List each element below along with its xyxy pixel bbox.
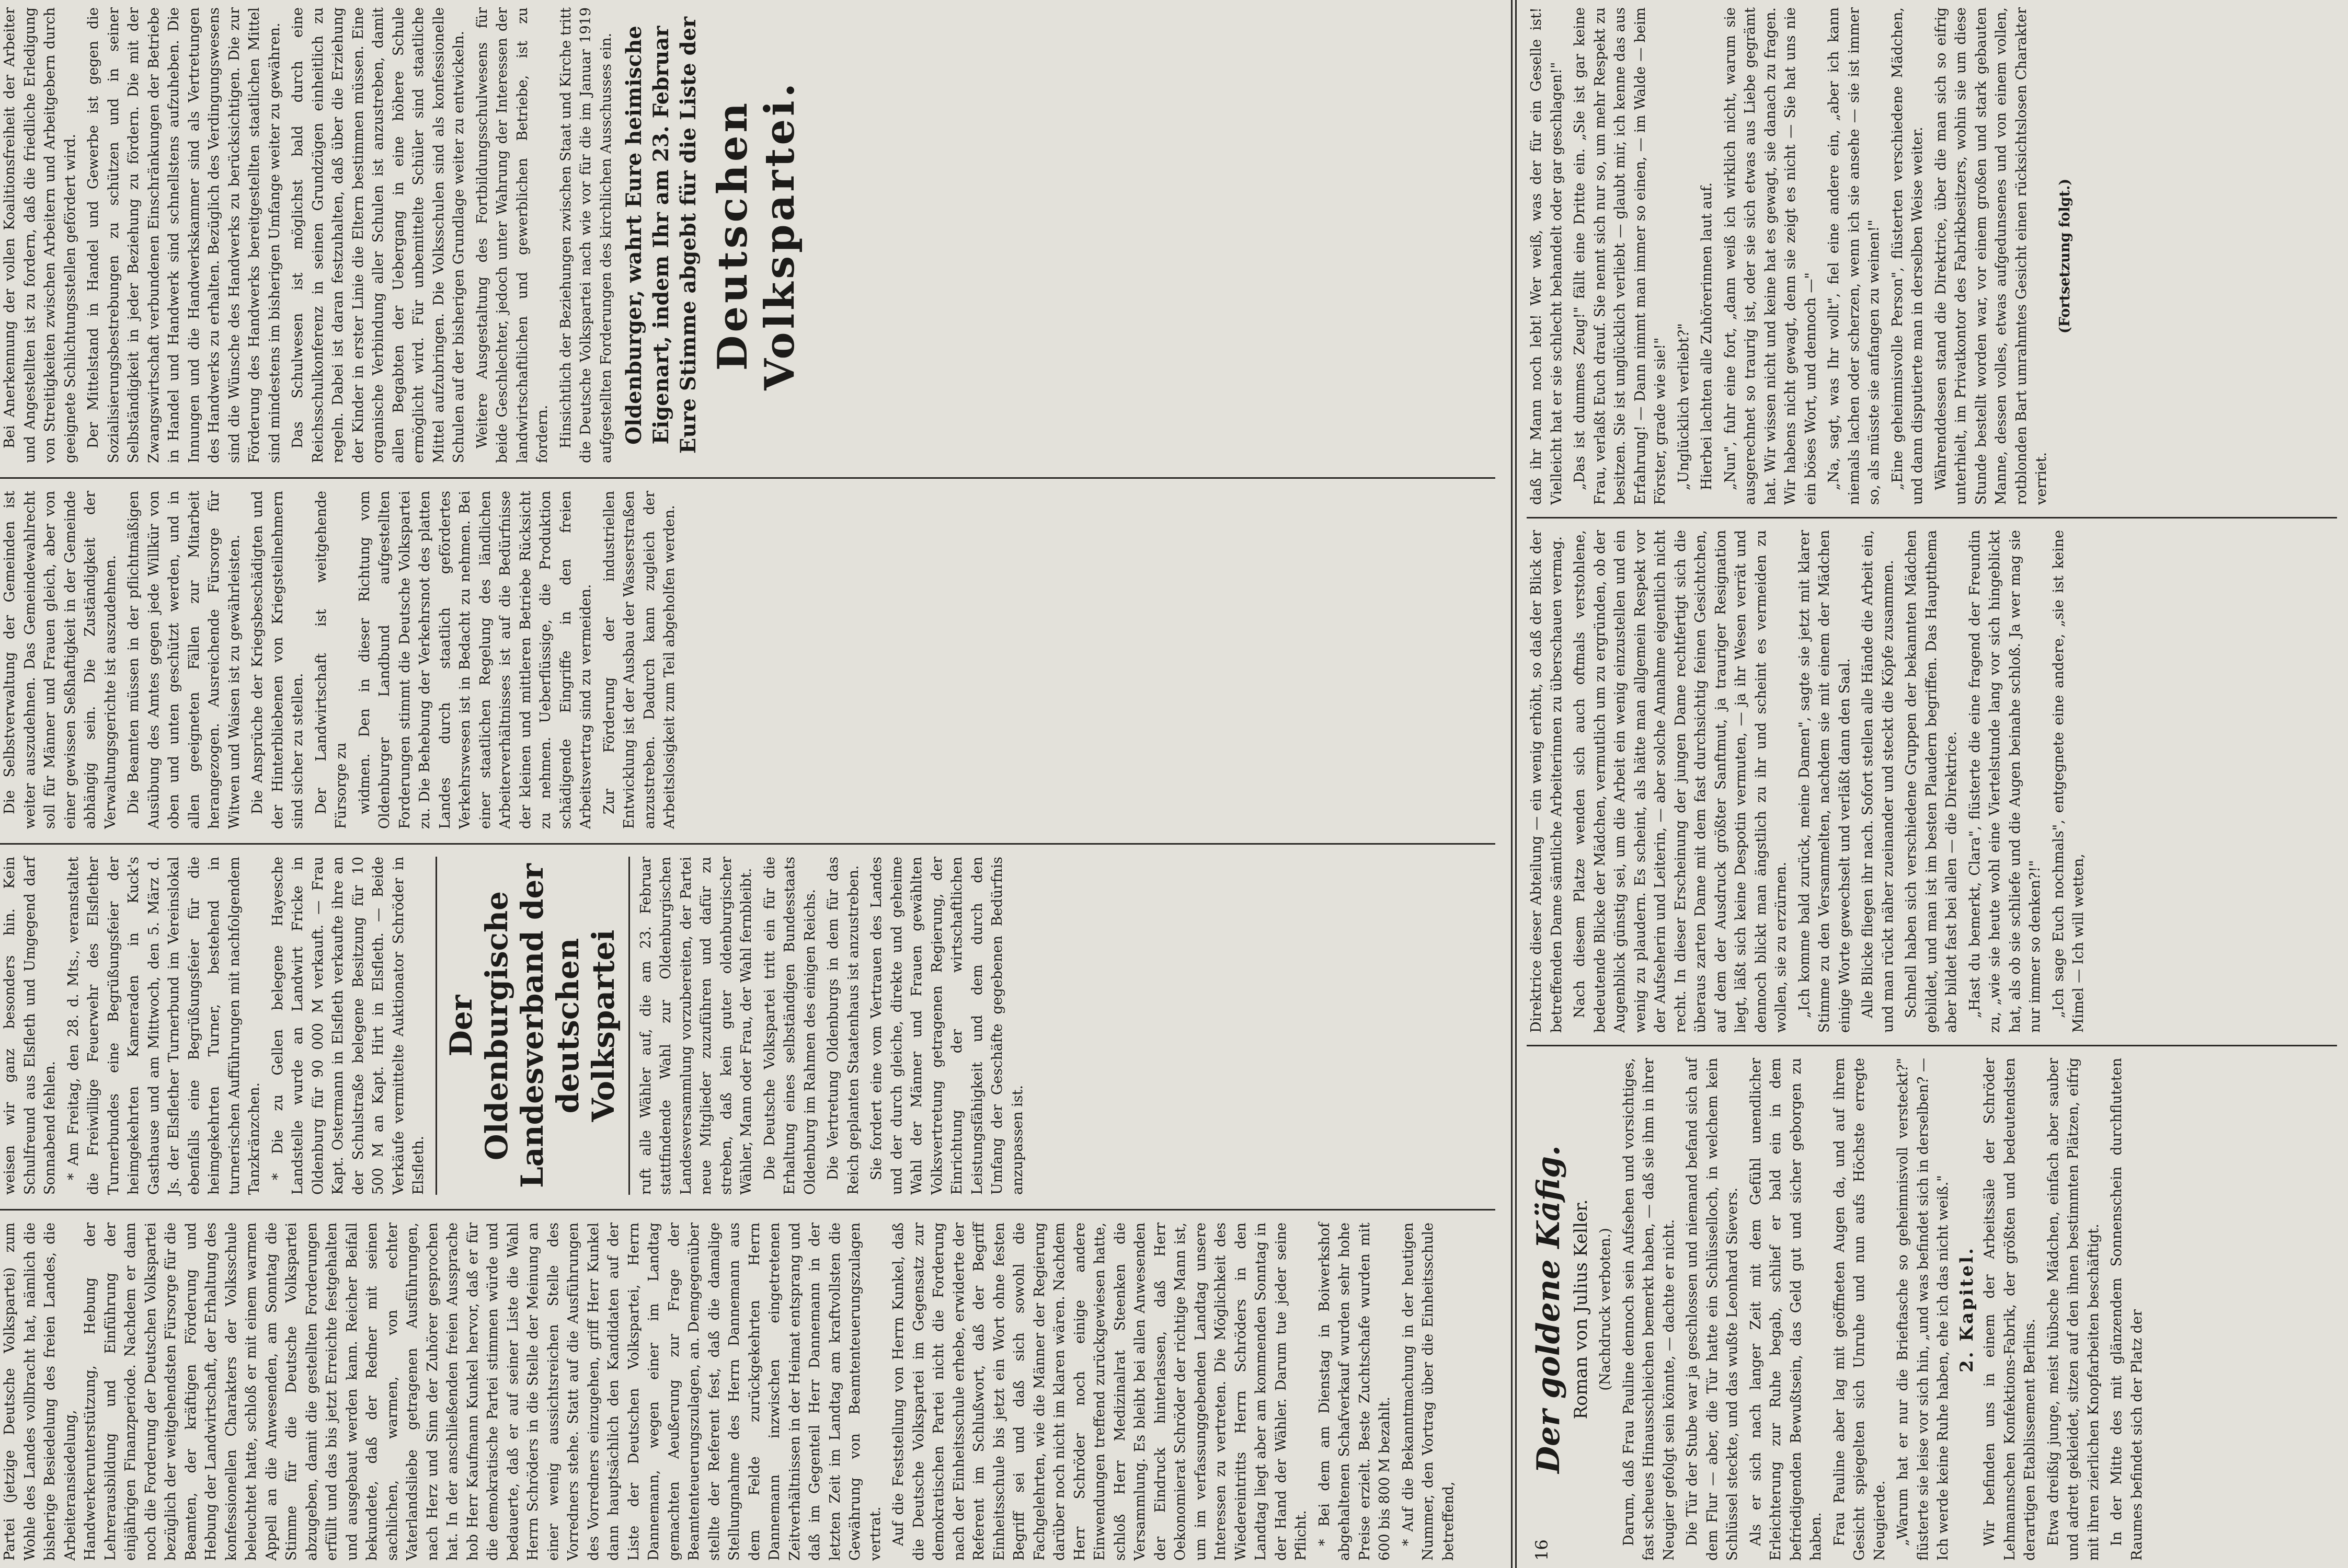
serial-column-2: [1527, 523, 2342, 1040]
news-paragraph: * Die zu Gellen belegene Hayesche Landstelle wurde an Landwirt Fricke in Oldenburg für 90 000 M verkauft. — Frau Kapt. Ostermann in Elsfleth verkaufte ihre an der Schulstraße belegene Besitzung für 10 500 M an Kapt. Hirt in Elsfleth. — Beide Verkäufe vermittelte Auktionator Schröder in Elsfleth.: [269, 857, 427, 1195]
section-divider: [1515, 0, 1517, 1568]
column-rule: [1527, 517, 2337, 518]
serial-paragraph: „Das ist dummes Zeug!" fällt eine Dritte ein. „Sie ist gar keine Frau, verlaßt Euch drauf. Sie nennt sich nur so, um mehr Respekt zu besitzen. Sie ist unglücklich verliebt — glaubt mir, ich kenne das aus Erfahrung! — Dann nimmt man immer so einen, — im Walde — beim Förster, grade wie sie!": [1572, 7, 1668, 505]
serial-paragraph: „Eine geheimnisvolle Person", flüsterten verschiedene Mädchen, und dann disputierte man in derselben Weise weiter.: [1889, 7, 1926, 505]
section-divider: [1511, 0, 1513, 1568]
serial-paragraph: „Ich sage Euch nochmals", entgegnete eine andere, „sie ist keine Mimel — Ich will wetten,: [2050, 530, 2087, 1033]
serial-paragraph: Währenddessen stand die Direktrice, über die man sich so eifrig unterhielt, im Privatkontor des Fabrikbesitzers, wohin sie um diese Stunde bestellt worden war, vor einem großen und stark gebauten Manne, dessen volles, etwas aufgedunsenes und von einem vollen, rotblonden Bart umrahmtes Gesicht einen rücksichtslosen Charakter verriet.: [1932, 7, 2049, 505]
news-paragraph: weisen wir ganz besonders hin. Kein Schulfreund aus Elsfleth und Umgegend darf Sonnabend fehlen.: [2, 857, 58, 1195]
reprint-notice: (Nachdruck verboten.): [1597, 1228, 1613, 1391]
news-paragraph: * Auf die Bekanntmachung in der heutigen Nummer, den Vortrag über die Einheitsschule betreffend,: [1400, 1223, 1457, 1561]
ad-paragraph: Sie fordert eine vom Vertrauen des Landes und der durch gleiche, direkte und geheime Wahl der Männer und Frauen gewählten Volksvertretung getragenen Regierung, der Einrichtung der wirtschaftlichen Leistungsfähigkeit und dem durch den Umfang der Geschäfte gegebenen Bedürfnis anzupassen ist.: [868, 857, 1026, 1195]
news-paragraph: Bei Anerkennung der vollen Koalitionsfreiheit der Arbeiter und Angestellten ist zu fordern, daß die friedliche Erledigung von Streitigkeiten zwischen Arbeitern und Arbeitgebern durch geeignete Schlichtungsstellen gefördert wird.: [2, 7, 78, 463]
serial-paragraph: „Na, sagt, was Ihr wollt", fiel eine andere ein, „aber ich kann niemals lachen oder scherzen, wenn ich sie ansehe — sie ist immer so, als müsste sie anfangen zu weinen!": [1826, 7, 1882, 505]
serial-paragraph: Direktrice dieser Abteilung — ein wenig erhöht, so daß der Blick der betreffenden Dame sämtliche Arbeiterinnen zu überschauen vermag.: [1528, 530, 1565, 1033]
serial-paragraph: Frau Pauline aber lag mit geöffneten Augen da, und auf ihrem Gesicht spiegelten sich Unruhe und nun aufs Höchste erregte Neugierde.: [1831, 1058, 1888, 1561]
news-paragraph: Hinsichtlich der Beziehungen zwischen Staat und Kirche tritt die Deutsche Volkspartei nach wie vor für die im Januar 1919 aufgestellten Forderungen des kirchlichen Ausschusses ein.: [557, 7, 614, 463]
serial-paragraph: Schnell haben sich verschiedene Gruppen der bekannten Mädchen gebildet, und man ist im besten Plaudern begriffen. Das Hauptthema aber bildet fast bei allen — die Direktrice.: [1903, 530, 1960, 1033]
news-paragraph: Weitere Ausgestaltung des Fortbildungsschulwesens für beide Geschlechter, jedoch unter Wahrung der Interessen der landwirtschaftlichen und gewerblichen Betriebe, ist zu fordern.: [474, 7, 551, 463]
election-appeal: Oldenburger, wahrt Eure heimische Eigenart, indem Ihr am 23. Februar Eure Stimme abgebt für die Liste der: [622, 16, 701, 454]
serial-paragraph: „Warum hat er nur die Brieftasche so geheimnisvoll versteckt?" flüsterte sie leise vor sich hin, „und was befindet sich in derselben? — Ich werde keine Ruhe haben, ehe ich das nicht weiß.": [1895, 1058, 1951, 1561]
ad-paragraph: Die Deutsche Volkspartei tritt ein für die Erhaltung eines selbständigen Bundesstaats Oldenburg im Rahmen des einigen Reichs.: [761, 857, 818, 1195]
ad-paragraph: Die Selbstverwaltung der Gemeinden ist weiter auszudehnen. Das Gemeindewahlrecht soll für Männer und Frauen gleich, aber von einer gewissen Seßhaftigkeit in der Gemeinde abhängig sein. Die Zuständigkeit der Verwaltungsgerichte ist auszudehnen.: [2, 491, 119, 829]
ad-paragraph: Die Vertretung Oldenburgs in dem für das Reich geplanten Staatenhaus ist anzustreben.: [825, 857, 862, 1195]
ad-paragraph: Die Beamten müssen in der pflichtmäßigen Ausübung des Amtes gegen jede Willkür von oben und unten geschützt werden, und in allen geeigneten Fällen zur Mitarbeit herangezogen. Ausreichende Fürsorge für Witwen und Waisen ist zu gewährleisten.: [125, 491, 243, 829]
news-column-4: [0, 0, 1506, 470]
ad-paragraph: Der Landwirtschaft ist weitgehende Fürsorge zu: [313, 491, 349, 829]
serial-paragraph: „Unglücklich verliebt?": [1675, 323, 1692, 490]
section-rule: [628, 857, 630, 1195]
section-rule: [436, 857, 437, 1195]
serial-paragraph: Nach diesem Platze wenden sich auch oftmals verstohlene, bedeutende Blicke der Mädchen, vermutlich um zu ergründen, ob der Augenblick günstig sei, um die Arbeit ein wenig einzustellen und ein wenig zu plaudern. Es scheint, als hätte man allgemein Respekt vor der Aufseherin und Leiterin, — aber solche Annahme eigentlich nicht recht. In dieser Erscheinung der jungen Dame rechtfertigt sich die überaus zarten Dame mit dem fast durchsichtig feinen Gesichtchen, auf dem der Ausdruck größter Sanftmut, ja trauriger Resignation liegt, läßt sich keine Despotin vermuten, — ja ihr Wesen verrät und dennoch blickt man ängstlich zu ihr und scheint es vermeiden zu wollen, sie zu erzürnen.: [1572, 530, 1789, 1033]
news-paragraph: * Am Freitag, den 28. d. Mts., veranstaltet die Freiwillige Feuerwehr des Elsflether Turnerbundes eine Begrüßungsfeier der heimgekehrten Kameraden in Kuck's Gasthause und am Mittwoch, den 5. März d. Js. der Elsflether Turnerbund im Vereinslokal ebenfalls eine Begrüßungsfeier für die heimgekehrten Turner, bestehend in turnerischen Aufführungen mit nachfolgendem Tanzkränzchen.: [65, 857, 262, 1195]
serial-paragraph: Alle Blicke fliegen ihr nach. Sofort stellen alle Hände die Arbeit ein, und man rückt näher zueinander und steckt die Köpfe zusammen.: [1860, 530, 1896, 1033]
serial-paragraph: Etwa dreißig junge, meist hübsche Mädchen, einfach aber sauber und adrett gekleidet, sitzen auf den ihnen bestimmten Plätzen, eifrig mit ihren zierlichen Knopfarbeiten beschäftigt.: [2045, 1058, 2102, 1561]
column-rule: [0, 1209, 1495, 1210]
party-ad-headline: Der Oldenburgische Landesverband der deutschen Volkspartei: [443, 863, 621, 1188]
serial-author: Roman von Julius Keller.: [1571, 1199, 1591, 1420]
news-paragraph: * Bei dem am Dienstag in Boiwerkshof abgehaltenen Schafverkauf wurden sehr hohe Preise erzielt. Beste Zuchtschafe wurden mit 600 bis 800 M bezahlt.: [1316, 1223, 1393, 1561]
ad-paragraph: ruft alle Wähler auf, die am 23. Februar stattfindende Wahl zur Oldenburgischen Landesversammlung vorzubereiten, der Partei neue Mitglieder zuzuführen und dafür zu streben, daß kein guter oldenburgischer Wähler, Mann oder Frau, der Wahl fernbleibt.: [637, 857, 754, 1195]
news-paragraph: Das Schulwesen ist möglichst bald durch eine Reichsschulkonferenz in seinen Grundzügen einheitlich zu regeln. Dabei ist daran festzuhalten, daß über die Erziehung der Kinder in erster Linie die Eltern bestimmen müssen. Eine organische Verbindung aller Schulen ist anzustreben, damit allen Begabten der Uebergang in eine höhere Schule ermöglicht wird. Für unbemittelte Schüler sind staatliche Mittel aufzubringen. Die Volksschulen sind als konfessionelle Schulen auf der bisherigen Grundlage weiter zu entwickeln.: [290, 7, 467, 463]
serial-paragraph: „Hast du bemerkt, Clara", flüsterte die eine fragend der Freundin zu, „wie sie heute wohl eine Viertelstunde lang vor sich hingeblickt hat, als ob sie schliefe und die Augen beinahe schloß. Ja wer mag sie nur immer so denken?!": [1966, 530, 2043, 1033]
serial-paragraph: „Ich komme bald zurück, meine Damen", sagte sie jetzt mit klarer Stimme zu den Versammelten, nachdem sie mit einem der Mädchen einige Worte gewechselt und verläßt dann den Saal.: [1796, 530, 1853, 1033]
column-rule: [0, 843, 1495, 845]
page-number: 16: [1532, 1539, 1552, 1561]
column-rule: [1527, 1045, 2337, 1046]
serial-paragraph: Hierbei lachten alle Zuhörerinnen laut auf.: [1699, 182, 1715, 490]
column-rule: [0, 477, 1495, 479]
news-paragraph: Partei (jetzige Deutsche Volkspartei) zum Wohle des Landes vollbracht hat, nämlich die bisherige Besiedelung des freien Landes, die Arbeiteransiedelung, Handwerkerunterstützung, Hebung der Lehrerausbildung und Einführung der einjährigen Finanzperiode. Nachdem er dann noch die Forderung der Deutschen Volkspartei bezüglich der weitgehendsten Fürsorge für die Beamten, der kräftigen Förderung und Hebung der Landwirtschaft, der Erhaltung des konfessionellen Charakters der Volksschule beleuchtet hatte, schloß er mit einem warmen Appell an die Anwesenden, am Sonntag die Stimme für die Deutsche Volkspartei abzugeben, damit die gestellten Forderungen erfüllt und das bis jetzt Erreichte festgehalten und ausgebaut werden kann. Reicher Beifall bekundete, daß der Redner mit seinen sachlichen, warmen, von echter Vaterlandsliebe getragenen Ausführungen, nach Herz und Sinn der Zuhörer gesprochen hat. In der anschließenden freien Aussprache hob Herr Kaufmann Kunkel hervor, daß er für die demokratische Partei stimmen würde und bedauerte, daß er auf seiner Liste die Wahl Herrn Schröders in die Stelle der Meinung an einer wenig aussichtsreichen Stelle des Vorredners stehe. Statt auf die Ausführungen des Vorredners einzugehen, griff Herr Kunkel dann hauptsächlich den Kandidaten auf der Liste der Deutschen Volkspartei, Herrn Dannemann, wegen einer im Landtag gemachten Aeußerung zur Frage der Beamtenteuerungszulagen, an. Demgegenüber stellte der Referent fest, daß die damalige Stellungnahme des Herrn Dannemann aus dem Felde zurückgekehrten Herrn Dannemann inzwischen eingetretenen Zeitverhältnissen in der Heimat entsprang und daß im Gegenteil Herr Dannemann in der letzten Zeit im Landtag am kraftvollsten die Gewährung von Beamtenteuerungszulagen vertrat.: [2, 1223, 884, 1561]
news-paragraph: Zur Förderung der industriellen Entwicklung ist der Ausbau der Wasserstraßen anzustreben. Dadurch kann zugleich der Arbeitslosigkeit zum Teil abgeholfen werden.: [601, 491, 678, 829]
ad-paragraph: Die Ansprüche der Kriegsbeschädigten und der Hinterbliebenen von Kriegsteilnehmern sind sicher zu stellen.: [249, 491, 306, 829]
news-column-2: [0, 849, 1506, 1202]
serial-title: Der goldene Käfig.: [1530, 1145, 1567, 1473]
serial-column-3: [1527, 0, 2342, 512]
continuation-note: (Fortsetzung folgt.): [2056, 178, 2073, 334]
serial-paragraph: daß ihr Mann noch lebt! Wer weiß, was der für ein Geselle ist! Vielleicht hat er sie schlecht behandelt oder gar geschlagen!": [1528, 7, 1565, 505]
serial-paragraph: Darum, daß Frau Pauline dennoch sein Aufsehen und vorsichtiges, fast scheues Hinausschleichen bemerkt haben, — daß sie ihm in ihrer Neugier gefolgt sein könnte, — dachte er nicht.: [1620, 1058, 1677, 1561]
serial-column-1: [1527, 1051, 2342, 1568]
party-name-banner: Deutschen Volkspartei.: [709, 80, 804, 390]
news-column-1: [0, 1215, 1506, 1568]
serial-paragraph: „Nun", fuhr eine fort, „dann weiß ich wirklich nicht, warum sie ausgerechnet so traurig ist, oder sie sich etwas aus Liebe gegrämt hat. Wir wissen nicht und keine hat es gewagt, sie danach zu fragen. Wir habens nicht gewagt, denn sie zeigt es nicht — Sie hat uns nie ein böses Wort, und dennoch —": [1722, 7, 1819, 505]
news-paragraph: widmen. Den in dieser Richtung vom Oldenburger Landbund aufgestellten Forderungen stimmt die Deutsche Volkspartei zu. Die Behebung der Verkehrsnot des platten Landes durch staatlich gefördertes Verkehrswesen ist in Bedacht zu nehmen. Bei einer staatlichen Regelung des ländlichen Arbeiterverhältnisses ist auf die Bedürfnisse der kleinen und mittleren Betriebe Rücksicht zu nehmen. Ueberflüssige, die Produktion schädigende Eingriffe in den freien Arbeitsvertrag sind zu vermeiden.: [356, 491, 594, 829]
news-column-3: [0, 483, 1506, 836]
serial-paragraph: Als er sich nach langer Zeit mit dem Gefühl unendlicher Erleichterung zur Ruhe begab, schlief er bald ein in dem befriedigenden Bewußtsein, das Geld gut und sicher geborgen zu haben.: [1747, 1058, 1824, 1561]
chapter-heading: 2. Kapitel.: [1956, 1246, 1977, 1373]
serial-paragraph: In der Mitte des mit glänzendem Sonnenschein durchfluteten Raumes befindet sich der Platz der: [2109, 1058, 2145, 1561]
news-paragraph: Auf die Feststellung von Herrn Kunkel, daß die Deutsche Volkspartei im Gegensatz zur demokratischen Partei nicht die Forderung nach der Einheitsschule erhebe, erwiderte der Referent im Schlußwort, daß der Begriff Einheitsschule bis jetzt ein Wort ohne festen Begriff sei und daß sich sowohl die Fachgelehrten, wie die Männer der Regierung darüber noch nicht im klaren wären. Nachdem Herr Schröder noch einige andere Einwendungen treffend zurückgewiesen hatte, schloß Herr Medizinalrat Steenken die Versammlung. Es bleibt bei allen Anwesenden der Eindruck hinterlassen, daß Herr Oekonomierat Schröder der richtige Mann ist, um im verfassunggebenden Landtag unsere Interessen zu vertreten. Die Möglichkeit des Wiedereintritts Herrn Schröders in den Landtag liegt aber am kommenden Sonntag in der Hand der Wähler. Darum tue jeder seine Pflicht.: [890, 1223, 1309, 1561]
serial-paragraph: Die Tür der Stube war ja geschlossen und niemand befand sich auf dem Flur — aber, die Tür hatte ein Schlüsselloch, in welchem kein Schlüssel steckte, und das wußte Leonhard Sievers.: [1684, 1058, 1740, 1561]
serial-paragraph: Wir befinden uns in einem der Arbeitssäle der Schröder Lehmannschen Konfektions-Fabrik, der größten und bedeutendsten derartigen Etablissement Berlins.: [1982, 1058, 2038, 1561]
news-paragraph: Der Mittelstand in Handel und Gewerbe ist gegen die Sozialisierungsbestrebungen zu schützen und in seiner Selbständigkeit in jeder Beziehung zu fördern. Die mit der Zwangswirtschaft verbundenen Einschränkungen der Betriebe in Handel und Handwerk sind schnellstens aufzuheben. Die Innungen und die Handwerkskammer sind als Vertretungen des Handwerks zu erhalten. Bezüglich des Verdingungswesens sind die Wünsche des Handwerks zu berücksichtigen. Die zur Förderung des Handwerks bereitgestellten staatlichen Mittel sind mindestens im bisherigen Umfange weiter zu gewähren.: [85, 7, 283, 463]
